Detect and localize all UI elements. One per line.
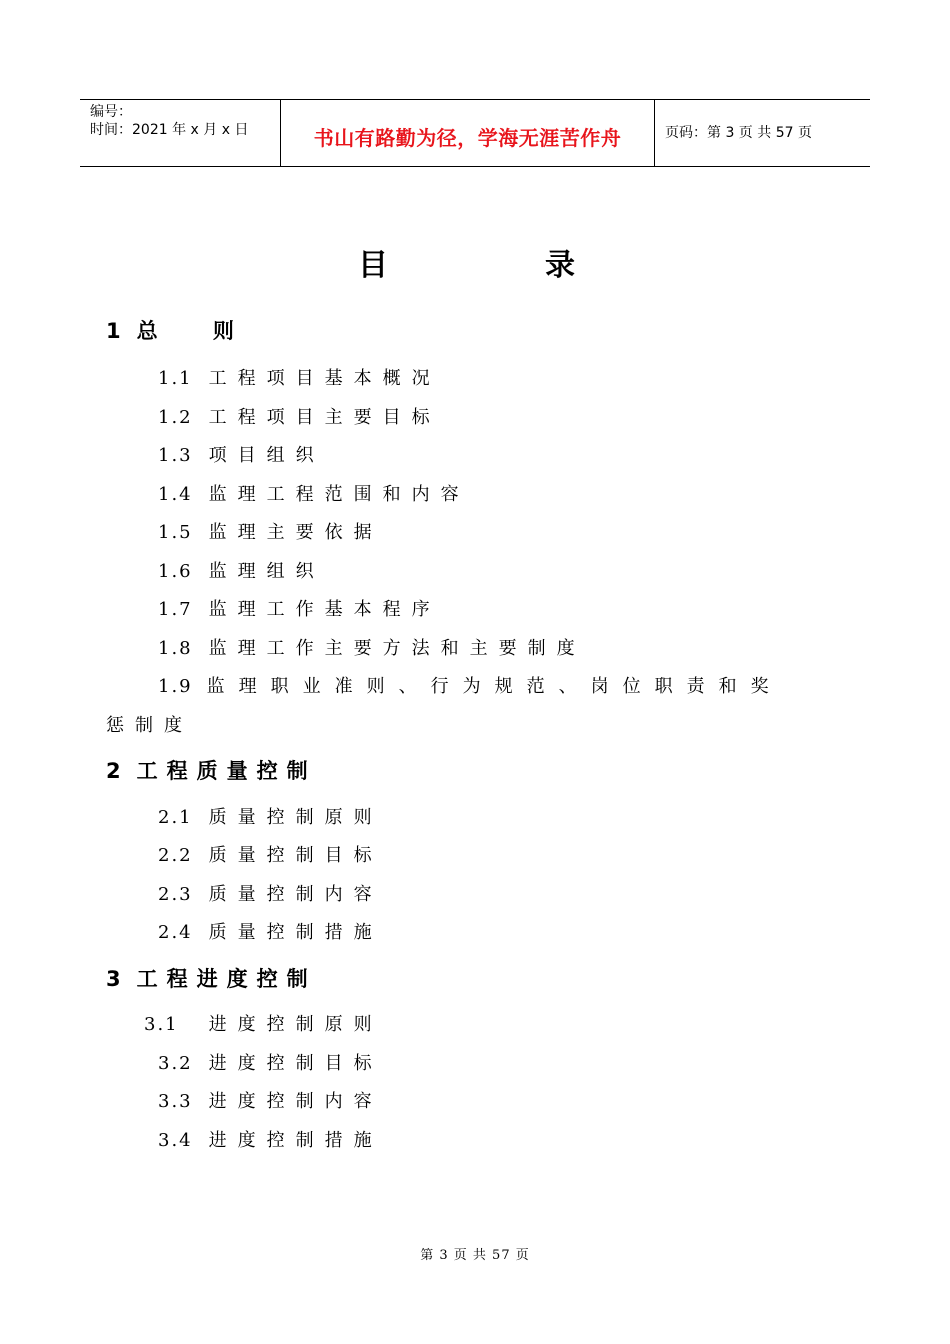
toc-item-number: 1.6	[158, 561, 193, 582]
toc-item-1-6[interactable]	[158, 561, 325, 583]
toc-item-2-3[interactable]	[158, 884, 383, 906]
document-date-label: 时间：2021 年 x 月 x 日	[90, 122, 249, 138]
toc-item-3-3[interactable]	[158, 1091, 383, 1113]
header-page-cell	[655, 100, 870, 166]
toc-section-title: 工程进度控制	[136, 967, 317, 991]
toc-item-title: 监理工程范围和内容	[208, 484, 470, 505]
toc-section-3[interactable]	[106, 968, 317, 990]
toc-item-number: 3.4	[158, 1130, 193, 1151]
page-title	[0, 240, 950, 283]
toc-item-1-8[interactable]	[158, 638, 586, 660]
toc-item-number: 1.1	[158, 368, 193, 389]
toc-item-number: 1.5	[158, 522, 193, 543]
toc-item-3-2[interactable]	[158, 1053, 383, 1075]
toc-section-title: 总 则	[136, 319, 243, 343]
toc-item-2-2[interactable]	[158, 845, 383, 867]
toc-item-title: 质量控制措施	[208, 922, 383, 943]
toc-item-1-9[interactable]	[158, 676, 783, 698]
toc-section-number: 3	[106, 967, 123, 991]
toc-item-number: 1.8	[158, 638, 193, 659]
toc-section-2[interactable]	[106, 760, 317, 782]
title-char-2: 录	[545, 248, 575, 283]
toc-item-1-3[interactable]	[158, 445, 325, 467]
toc-item-title: 进度控制目标	[208, 1053, 383, 1074]
toc-item-title: 进度控制措施	[208, 1130, 383, 1151]
toc-item-title: 工程项目主要目标	[208, 407, 441, 428]
toc-item-3-1[interactable]	[144, 1014, 383, 1036]
toc-item-title-continued: 惩制度	[106, 715, 193, 736]
toc-item-number: 3.1	[144, 1014, 179, 1035]
toc-section-number: 1	[106, 319, 123, 343]
page-footer: 第 3 页 共 57 页	[420, 1248, 530, 1263]
toc-item-2-1[interactable]	[158, 807, 383, 829]
toc-item-number: 1.3	[158, 445, 193, 466]
toc-item-title: 进度控制内容	[208, 1091, 383, 1112]
toc-item-number: 2.4	[158, 922, 193, 943]
toc-item-number: 1.7	[158, 599, 193, 620]
toc-item-1-5[interactable]	[158, 522, 383, 544]
title-char-1: 目	[358, 248, 388, 283]
toc-item-number: 3.3	[158, 1091, 193, 1112]
toc-item-number: 1.4	[158, 484, 193, 505]
toc-item-title: 质量控制内容	[208, 884, 383, 905]
toc-section-1[interactable]	[106, 320, 243, 342]
toc-item-number: 1.2	[158, 407, 193, 428]
toc-item-1-9-continuation[interactable]	[106, 715, 193, 737]
header-page-info: 页码：第 3 页 共 57 页	[665, 125, 812, 141]
toc-item-title: 质量控制原则	[208, 807, 383, 828]
toc-item-title: 工程项目基本概况	[208, 368, 441, 389]
header-info-cell	[80, 100, 281, 166]
toc-item-title: 监理工作主要方法和主要制度	[208, 638, 586, 659]
toc-item-1-4[interactable]	[158, 484, 470, 506]
document-header	[80, 99, 870, 167]
toc-item-number: 2.1	[158, 807, 193, 828]
toc-item-number: 1.9	[158, 676, 193, 697]
toc-item-3-4[interactable]	[158, 1130, 383, 1152]
toc-item-title: 监理主要依据	[208, 522, 383, 543]
toc-item-title: 监理职业准则、行为规范、岗位职责和奖	[206, 676, 783, 697]
toc-section-title: 工程质量控制	[136, 759, 317, 783]
toc-item-number: 2.3	[158, 884, 193, 905]
toc-item-number: 2.2	[158, 845, 193, 866]
toc-item-2-4[interactable]	[158, 922, 383, 944]
toc-item-1-1[interactable]	[158, 368, 441, 390]
header-motto-cell	[281, 100, 655, 166]
toc-item-title: 进度控制原则	[208, 1014, 383, 1035]
toc-item-title: 质量控制目标	[208, 845, 383, 866]
toc-item-1-7[interactable]	[158, 599, 441, 621]
toc-item-title: 监理工作基本程序	[208, 599, 441, 620]
toc-item-title: 项目组织	[208, 445, 325, 466]
document-number-label: 编号：	[90, 104, 132, 120]
toc-item-title: 监理组织	[208, 561, 325, 582]
toc-item-number: 3.2	[158, 1053, 193, 1074]
toc-section-number: 2	[106, 759, 123, 783]
header-motto: 书山有路勤为径，学海无涯苦作舟	[313, 126, 622, 150]
toc-item-1-2[interactable]	[158, 407, 441, 429]
